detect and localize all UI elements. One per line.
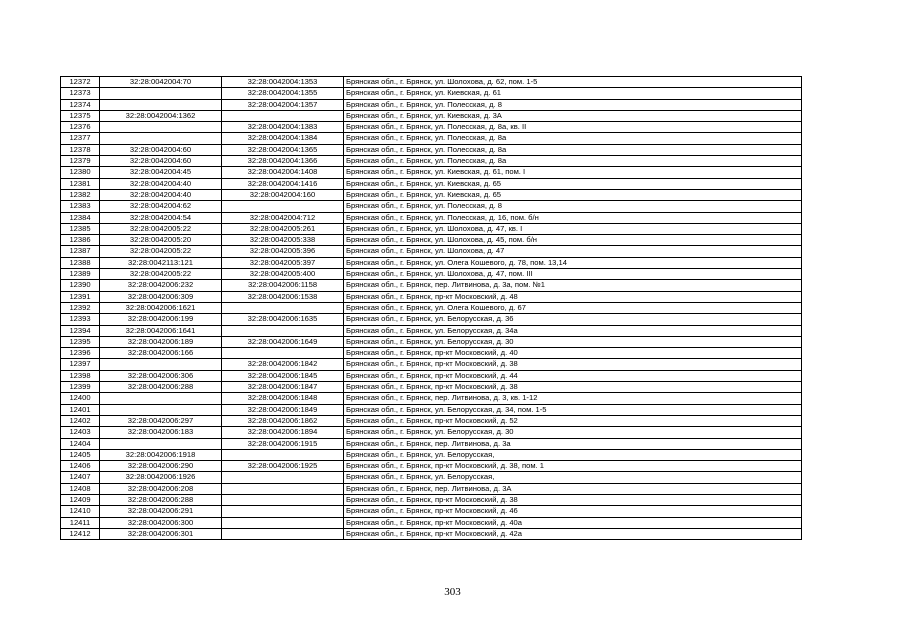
cadastral-number-cell: 32:28:0042006:183 [100,427,222,438]
object-cadastral-number-cell: 32:28:0042004:1416 [222,178,344,189]
cadastral-number-cell: 32:28:0042006:232 [100,280,222,291]
address-cell: Брянская обл., г. Брянск, пр-кт Московский, д. 46 [344,506,802,517]
object-cadastral-number-cell: 32:28:0042004:1366 [222,156,344,167]
cadastral-number-cell: 32:28:0042005:22 [100,269,222,280]
cadastral-number-cell [100,99,222,110]
address-cell: Брянская обл., г. Брянск, ул. Белорусская, [344,472,802,483]
row-number-cell: 12389 [61,269,100,280]
table-row [61,110,802,121]
address-cell: Брянская обл., г. Брянск, ул. Киевская, д. 61, пом. I [344,167,802,178]
cadastral-number-cell: 32:28:0042004:60 [100,156,222,167]
address-cell: Брянская обл., г. Брянск, пер. Литвинова, д. 3а, пом. №1 [344,280,802,291]
table-row [61,77,802,88]
cadastral-number-cell: 32:28:0042006:288 [100,382,222,393]
table-row [61,88,802,99]
address-cell: Брянская обл., г. Брянск, ул. Белорусская, д. 34а [344,325,802,336]
address-cell: Брянская обл., г. Брянск, ул. Шолохова, д. 47, кв. I [344,223,802,234]
address-cell: Брянская обл., г. Брянск, ул. Полесская, д. 8а [344,133,802,144]
object-cadastral-number-cell [222,483,344,494]
table-row [61,370,802,381]
object-cadastral-number-cell: 32:28:0042004:1408 [222,167,344,178]
address-cell: Брянская обл., г. Брянск, ул. Белорусская, д. 36 [344,314,802,325]
cadastral-number-cell [100,404,222,415]
address-cell: Брянская обл., г. Брянск, пр-кт Московский, д. 48 [344,291,802,302]
registry-table-body [61,77,802,540]
address-cell: Брянская обл., г. Брянск, пер. Литвинова, д. 3а [344,438,802,449]
address-cell: Брянская обл., г. Брянск, ул. Белорусская, д. 30 [344,336,802,347]
object-cadastral-number-cell [222,517,344,528]
cadastral-number-cell: 32:28:0042005:22 [100,223,222,234]
table-row [61,359,802,370]
table-row [61,348,802,359]
table-row [61,517,802,528]
cadastral-number-cell: 32:28:0042006:1621 [100,302,222,313]
cadastral-number-cell [100,393,222,404]
object-cadastral-number-cell: 32:28:0042006:1842 [222,359,344,370]
object-cadastral-number-cell [222,302,344,313]
object-cadastral-number-cell [222,325,344,336]
address-cell: Брянская обл., г. Брянск, ул. Полесская, д. 8 [344,99,802,110]
cadastral-number-cell: 32:28:0042005:20 [100,235,222,246]
address-cell: Брянская обл., г. Брянск, ул. Шолохова, д. 45, пом. б/н [344,235,802,246]
address-cell: Брянская обл., г. Брянск, ул. Шолохова, д. 47 [344,246,802,257]
object-cadastral-number-cell: 32:28:0042004:712 [222,212,344,223]
row-number-cell: 12402 [61,415,100,426]
row-number-cell: 12376 [61,122,100,133]
cadastral-number-cell: 32:28:0042006:309 [100,291,222,302]
object-cadastral-number-cell: 32:28:0042006:1845 [222,370,344,381]
object-cadastral-number-cell [222,449,344,460]
object-cadastral-number-cell: 32:28:0042004:1353 [222,77,344,88]
cadastral-number-cell: 32:28:0042006:301 [100,528,222,539]
object-cadastral-number-cell [222,472,344,483]
table-row [61,122,802,133]
address-cell: Брянская обл., г. Брянск, пр-кт Московский, д. 44 [344,370,802,381]
row-number-cell: 12407 [61,472,100,483]
table-row [61,449,802,460]
row-number-cell: 12412 [61,528,100,539]
row-number-cell: 12408 [61,483,100,494]
table-row [61,99,802,110]
object-cadastral-number-cell: 32:28:0042004:1355 [222,88,344,99]
table-row [61,291,802,302]
object-cadastral-number-cell: 32:28:0042005:338 [222,235,344,246]
cadastral-number-cell: 32:28:0042004:54 [100,212,222,223]
cadastral-number-cell [100,88,222,99]
row-number-cell: 12373 [61,88,100,99]
address-cell: Брянская обл., г. Брянск, пр-кт Московский, д. 52 [344,415,802,426]
address-cell: Брянская обл., г. Брянск, пер. Литвинова, д. 3, кв. 1-12 [344,393,802,404]
table-row [61,483,802,494]
table-row [61,415,802,426]
table-row [61,302,802,313]
object-cadastral-number-cell: 32:28:0042005:400 [222,269,344,280]
cadastral-number-cell: 32:28:0042006:1641 [100,325,222,336]
object-cadastral-number-cell: 32:28:0042006:1649 [222,336,344,347]
address-cell: Брянская обл., г. Брянск, ул. Олега Кошевого, д. 67 [344,302,802,313]
cadastral-number-cell: 32:28:0042113:121 [100,257,222,268]
object-cadastral-number-cell: 32:28:0042005:397 [222,257,344,268]
table-row [61,404,802,415]
table-row [61,382,802,393]
row-number-cell: 12379 [61,156,100,167]
row-number-cell: 12396 [61,348,100,359]
row-number-cell: 12375 [61,110,100,121]
cadastral-number-cell: 32:28:0042006:300 [100,517,222,528]
row-number-cell: 12384 [61,212,100,223]
cadastral-number-cell: 32:28:0042006:1918 [100,449,222,460]
table-row [61,269,802,280]
address-cell: Брянская обл., г. Брянск, ул. Белорусская, [344,449,802,460]
table-row [61,325,802,336]
address-cell: Брянская обл., г. Брянск, пр-кт Московский, д. 38 [344,359,802,370]
row-number-cell: 12390 [61,280,100,291]
cadastral-number-cell: 32:28:0042006:291 [100,506,222,517]
row-number-cell: 12383 [61,201,100,212]
address-cell: Брянская обл., г. Брянск, ул. Шолохова, д. 62, пом. 1-5 [344,77,802,88]
cadastral-number-cell: 32:28:0042004:62 [100,201,222,212]
address-cell: Брянская обл., г. Брянск, пр-кт Московский, д. 38 [344,494,802,505]
table-row [61,133,802,144]
object-cadastral-number-cell: 32:28:0042006:1915 [222,438,344,449]
table-row [61,528,802,539]
row-number-cell: 12378 [61,144,100,155]
table-row [61,494,802,505]
row-number-cell: 12395 [61,336,100,347]
table-row [61,246,802,257]
row-number-cell: 12410 [61,506,100,517]
table-row [61,167,802,178]
address-cell: Брянская обл., г. Брянск, ул. Киевская, д. 65 [344,178,802,189]
table-row [61,156,802,167]
row-number-cell: 12385 [61,223,100,234]
cadastral-number-cell: 32:28:0042006:288 [100,494,222,505]
address-cell: Брянская обл., г. Брянск, пр-кт Московский, д. 42а [344,528,802,539]
row-number-cell: 12380 [61,167,100,178]
cadastral-number-cell: 32:28:0042006:166 [100,348,222,359]
row-number-cell: 12374 [61,99,100,110]
table-row [61,314,802,325]
table-row [61,461,802,472]
object-cadastral-number-cell [222,110,344,121]
row-number-cell: 12381 [61,178,100,189]
table-row [61,235,802,246]
row-number-cell: 12403 [61,427,100,438]
object-cadastral-number-cell: 32:28:0042006:1894 [222,427,344,438]
cadastral-number-cell: 32:28:0042006:189 [100,336,222,347]
row-number-cell: 12411 [61,517,100,528]
row-number-cell: 12393 [61,314,100,325]
cadastral-number-cell: 32:28:0042006:290 [100,461,222,472]
object-cadastral-number-cell [222,348,344,359]
table-row [61,212,802,223]
row-number-cell: 12401 [61,404,100,415]
object-cadastral-number-cell [222,201,344,212]
object-cadastral-number-cell: 32:28:0042006:1635 [222,314,344,325]
cadastral-number-cell: 32:28:0042006:306 [100,370,222,381]
cadastral-number-cell [100,122,222,133]
object-cadastral-number-cell: 32:28:0042004:1365 [222,144,344,155]
object-cadastral-number-cell: 32:28:0042006:1158 [222,280,344,291]
address-cell: Брянская обл., г. Брянск, ул. Полесская, д. 8 [344,201,802,212]
page-number: 303 [444,586,461,598]
object-cadastral-number-cell: 32:28:0042004:1357 [222,99,344,110]
table-row [61,257,802,268]
table-row [61,393,802,404]
address-cell: Брянская обл., г. Брянск, пр-кт Московский, д. 40а [344,517,802,528]
object-cadastral-number-cell: 32:28:0042005:261 [222,223,344,234]
table-row [61,336,802,347]
object-cadastral-number-cell [222,506,344,517]
address-cell: Брянская обл., г. Брянск, ул. Полесская, д. 8а, кв. II [344,122,802,133]
row-number-cell: 12398 [61,370,100,381]
table-row [61,178,802,189]
row-number-cell: 12404 [61,438,100,449]
row-number-cell: 12399 [61,382,100,393]
table-row [61,189,802,200]
row-number-cell: 12387 [61,246,100,257]
address-cell: Брянская обл., г. Брянск, пр-кт Московский, д. 38, пом. 1 [344,461,802,472]
cadastral-number-cell: 32:28:0042006:297 [100,415,222,426]
cadastral-number-cell: 32:28:0042006:1926 [100,472,222,483]
row-number-cell: 12386 [61,235,100,246]
cadastral-number-cell: 32:28:0042004:60 [100,144,222,155]
table-row [61,472,802,483]
row-number-cell: 12406 [61,461,100,472]
row-number-cell: 12372 [61,77,100,88]
table-row [61,438,802,449]
row-number-cell: 12409 [61,494,100,505]
row-number-cell: 12382 [61,189,100,200]
table-row [61,427,802,438]
object-cadastral-number-cell: 32:28:0042004:160 [222,189,344,200]
object-cadastral-number-cell [222,528,344,539]
address-cell: Брянская обл., г. Брянск, ул. Полесская, д. 8а [344,144,802,155]
cadastral-number-cell [100,133,222,144]
address-cell: Брянская обл., г. Брянск, ул. Полесская, д. 16, пом. б/н [344,212,802,223]
address-cell: Брянская обл., г. Брянск, ул. Шолохова, д. 47, пом. III [344,269,802,280]
address-cell: Брянская обл., г. Брянск, ул. Киевская, д. 65 [344,189,802,200]
cadastral-number-cell: 32:28:0042006:208 [100,483,222,494]
object-cadastral-number-cell: 32:28:0042006:1847 [222,382,344,393]
address-cell: Брянская обл., г. Брянск, ул. Полесская, д. 8а [344,156,802,167]
object-cadastral-number-cell: 32:28:0042006:1848 [222,393,344,404]
address-cell: Брянская обл., г. Брянск, ул. Белорусская, д. 30 [344,427,802,438]
row-number-cell: 12400 [61,393,100,404]
object-cadastral-number-cell: 32:28:0042004:1383 [222,122,344,133]
object-cadastral-number-cell: 32:28:0042006:1849 [222,404,344,415]
address-cell: Брянская обл., г. Брянск, ул. Киевская, д. 61 [344,88,802,99]
address-cell: Брянская обл., г. Брянск, пер. Литвинова, д. 3А [344,483,802,494]
table-row [61,280,802,291]
table-row [61,201,802,212]
row-number-cell: 12397 [61,359,100,370]
row-number-cell: 12405 [61,449,100,460]
table-row [61,223,802,234]
cadastral-number-cell: 32:28:0042004:40 [100,178,222,189]
cadastral-number-cell: 32:28:0042004:70 [100,77,222,88]
object-cadastral-number-cell: 32:28:0042006:1538 [222,291,344,302]
cadastral-number-cell: 32:28:0042006:199 [100,314,222,325]
object-cadastral-number-cell: 32:28:0042005:396 [222,246,344,257]
cadastral-number-cell [100,438,222,449]
cadastral-number-cell: 32:28:0042004:1362 [100,110,222,121]
object-cadastral-number-cell: 32:28:0042004:1384 [222,133,344,144]
registry-table [60,76,802,540]
row-number-cell: 12394 [61,325,100,336]
object-cadastral-number-cell: 32:28:0042006:1925 [222,461,344,472]
row-number-cell: 12388 [61,257,100,268]
cadastral-number-cell: 32:28:0042005:22 [100,246,222,257]
address-cell: Брянская обл., г. Брянск, пр-кт Московский, д. 38 [344,382,802,393]
address-cell: Брянская обл., г. Брянск, пр-кт Московский, д. 40 [344,348,802,359]
address-cell: Брянская обл., г. Брянск, ул. Киевская, д. 3А [344,110,802,121]
cadastral-number-cell: 32:28:0042004:45 [100,167,222,178]
cadastral-number-cell [100,359,222,370]
object-cadastral-number-cell [222,494,344,505]
table-row [61,144,802,155]
row-number-cell: 12377 [61,133,100,144]
row-number-cell: 12392 [61,302,100,313]
table-row [61,506,802,517]
address-cell: Брянская обл., г. Брянск, ул. Олега Кошевого, д. 78, пом. 13,14 [344,257,802,268]
row-number-cell: 12391 [61,291,100,302]
cadastral-number-cell: 32:28:0042004:40 [100,189,222,200]
object-cadastral-number-cell: 32:28:0042006:1862 [222,415,344,426]
address-cell: Брянская обл., г. Брянск, ул. Белорусская, д. 34, пом. 1-5 [344,404,802,415]
